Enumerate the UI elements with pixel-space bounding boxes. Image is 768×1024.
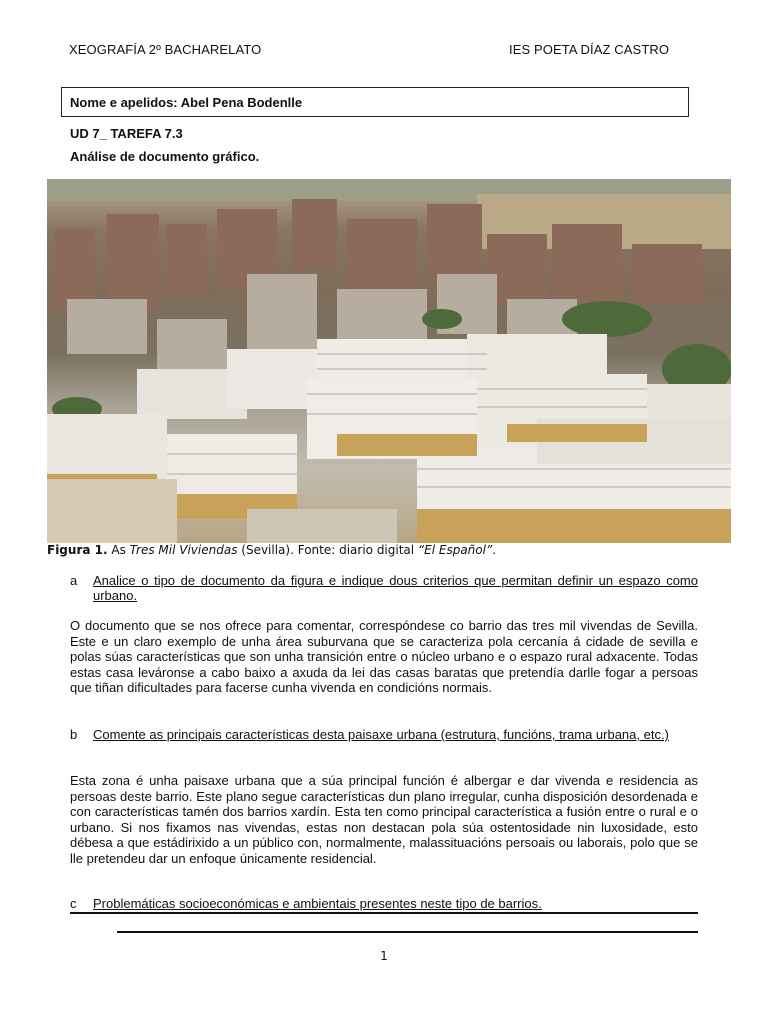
caption-text-middle: (Sevilla). Fonte: diario digital [237,543,418,557]
question-c [70,896,698,911]
question-text: Problemáticas socioeconómicas e ambientais presentes neste tipo de barrios. [93,896,542,911]
question-text: Analice o tipo de documento da figura e indique dous criterios que permitan definir un espazo como urbano. [93,573,698,603]
divider-line [117,931,698,933]
question-a [70,573,698,603]
answer-b: Esta zona é unha paisaxe urbana que a súa principal función é albergar e dar vivenda e residencia as persoas deste barrio. Este plano segue características dun plano irregular, cunha disposición desordenada e con características tamén dos barrios xardín. Esta ten como principal característica a fusión entre o rural e o urbano. Si nos fixamos nas vivendas, estas non destacan pola súa ostentosidade nin luxosidade, esto débesa a que estádirixido a un público con, normalmente, malassituacións persoais ou laborais, polo que se lle pretendeu dar un enfoque únicamente residencial. [70,773,698,866]
student-name-box: Nome e apelidos: Abel Pena Bodenlle [61,87,689,117]
header-school: IES POETA DÍAZ CASTRO [509,42,670,57]
question-letter: c [70,896,77,911]
question-text: Comente as principais características desta paisaxe urbana (estrutura, funcións, trama urbana, etc.) [93,727,669,742]
caption-text-end: . [492,543,496,557]
caption-label: Figura 1. [47,543,108,557]
header-subject: XEOGRAFÍA 2º BACHARELATO [69,42,262,57]
page-number: 1 [380,949,388,963]
unit-title: UD 7_ TAREFA 7.3 [70,126,183,141]
question-b [70,727,698,742]
task-subtitle: Análise de documento gráfico. [70,149,260,164]
figure-caption [47,543,496,557]
caption-source: “El Español” [417,543,493,557]
figure-photo [47,179,731,543]
question-letter: b [70,727,78,742]
question-letter: a [70,573,78,588]
divider-line [70,912,698,914]
answer-a: O documento que se nos ofrece para comentar, correspóndese co barrio das tres mil vivendas de Sevilla. Este e un claro exemplo de unha área suburvana que se caracteriza pola cercanía á cidade de sevilla e polas súas características que son unha transición entre o núcleo urbano e o espazo rural adxacente. Todas estas casa leváronse a cabo baixo a axuda da lei das casas baratas que pretendía darlle fogar a persoas que tiñan dificultades para facerse cunha vivenda en condicións normais. [70,618,698,695]
caption-place: Tres Mil Viviendas [129,543,238,557]
caption-text-before: As [107,543,130,557]
